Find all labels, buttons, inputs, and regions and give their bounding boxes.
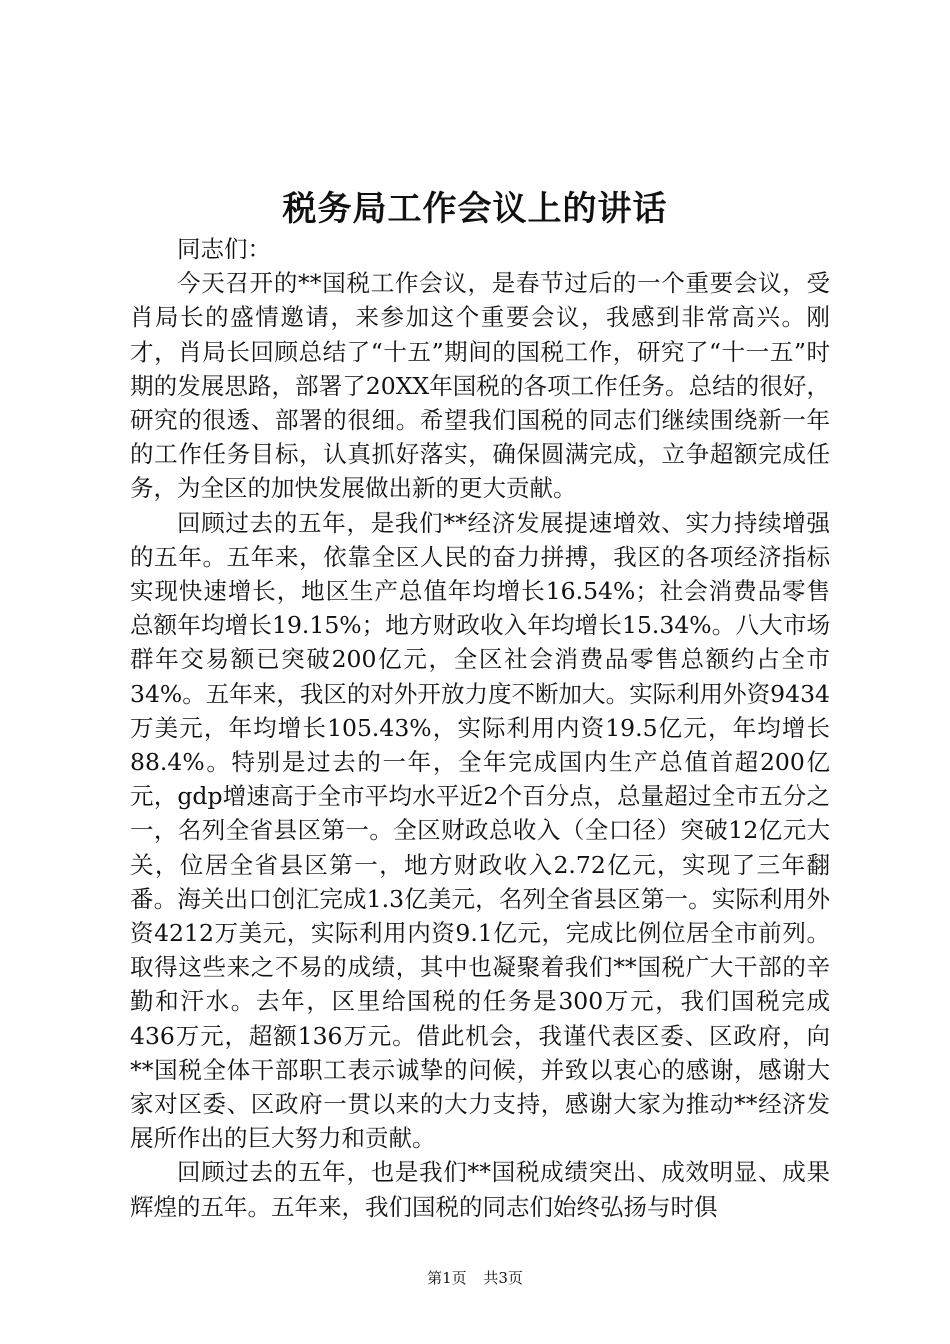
document-title: 税务局工作会议上的讲话: [282, 189, 668, 229]
page-count: 共3页: [483, 1269, 523, 1287]
body-paragraph: 回顾过去的五年，是我们**经济发展提速增效、实力持续增强的五年。五年来，依靠全区人民的奋力拼搏，我区的各项经济指标实现快速增长，地区生产总值年均增长16.54%；社会消费品零售总额年均增长19.15%；地方财政收入年均增长15.34%。八大市场群年交易额已突破200亿元，全区社会消费品零售总额约占全市34%。五年来，我区的对外开放力度不断加大。实际利用外资9434万美元，年均增长105.43%，实际利用内资19.5亿元，年均增长88.4%。特别是过去的一年，全年完成国内生产总值首超200亿元，gdp增速高于全市平均水平近2个百分点，总量超过全市五分之一，名列全省县区第一。全区财政总收入（全口径）突破12亿元大关，位居全省县区第一，地方财政收入2.72亿元，实现了三年翻番。海关出口创汇完成1.3亿美元，名列全省县区第一。实际利用外资4212万美元，实际利用内资9.1亿元，完成比例位居全市前列。取得这些来之不易的成绩，其中也凝聚着我们**国税广大干部的辛勤和汗水。去年，区里给国税的任务是300万元，我们国税完成436万元，超额136万元。借此机会，我谨代表区委、区政府，向**国税全体干部职工表示诚挚的问候，并致以衷心的感谢，感谢大家对区委、区政府一贯以来的大力支持，感谢大家为推动**经济发展所作出的巨大努力和贡献。: [130, 508, 830, 1153]
body-paragraph: 今天召开的**国税工作会议，是春节过后的一个重要会议，受肖局长的盛情邀请，来参加这个重要会议，我感到非常高兴。刚才，肖局长回顾总结了“十五”期间的国税工作，研究了“十一五”时期的发展思路，部署了20XX年国税的各项工作任务。总结的很好，研究的很透、部署的很细。希望我们国税的同志们继续围绕新一年的工作任务目标，认真抓好落实，确保圆满完成，立争超额完成任务，为全区的加快发展做出新的更大贡献。: [130, 269, 830, 503]
page-footer: [0, 1268, 950, 1288]
document-body: [130, 232, 830, 1224]
page-number: 第1页: [427, 1269, 467, 1287]
body-paragraph: 回顾过去的五年，也是我们**国税成绩突出、成效明显、成果辉煌的五年。五年来，我们国税的同志们始终弘扬与时俱: [130, 1158, 830, 1221]
salutation-paragraph: 同志们：: [177, 235, 271, 263]
